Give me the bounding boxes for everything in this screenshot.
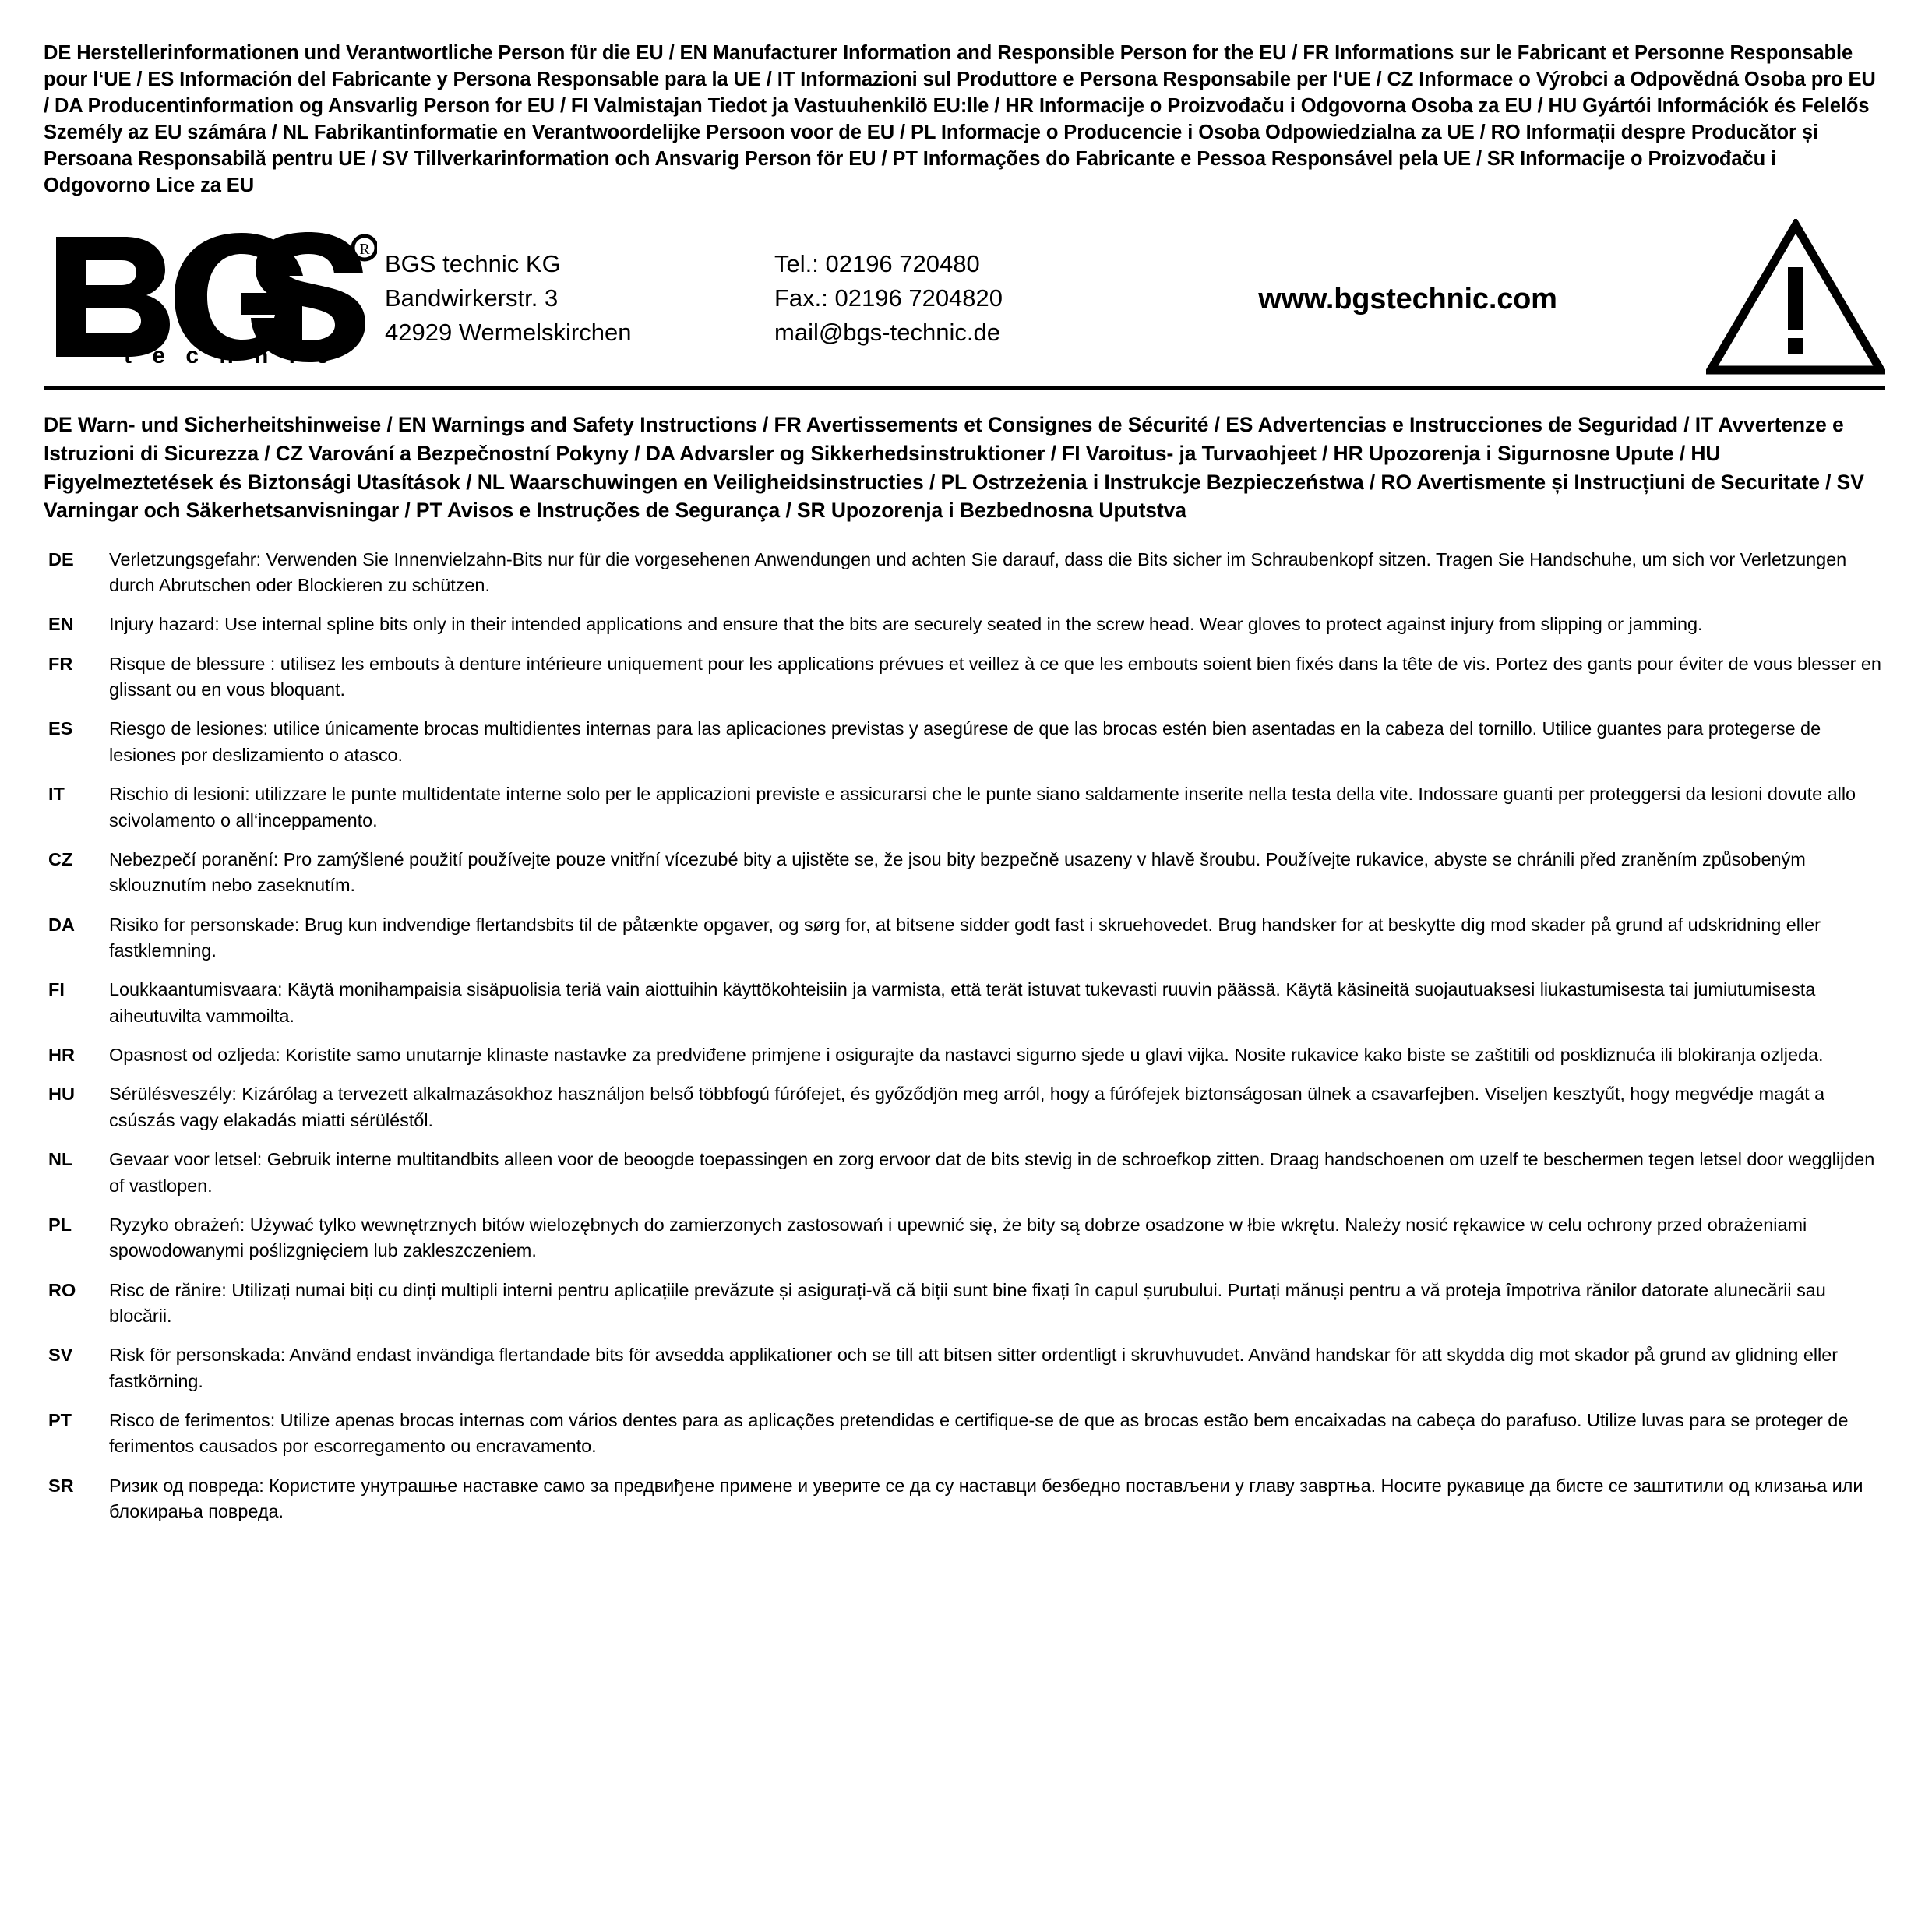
language-code: PL (48, 1214, 72, 1235)
warning-text: Risk för personskada: Använd endast invändiga flertandade bits för avsedda applikationer och se till att bitsen sitter ordentligt i skruvhuvudet. Använd handskar för att skydda dig mot skador på grund av glidning eller fastkörning. (109, 1345, 1838, 1391)
language-code: EN (48, 614, 74, 635)
language-code: NL (48, 1149, 73, 1170)
warning-row-de (44, 547, 1885, 599)
warning-text: Ризик од повреда: Користите унутрашње наставке само за предвиђене примене и уверите се да су наставци безбедно постављени у главу завртња. Носите рукавице да бисте се заштитили од клизања или блокирања повреда. (109, 1475, 1863, 1522)
contact-column (774, 244, 1133, 350)
warning-row-pt (44, 1408, 1885, 1460)
warning-row-nl (44, 1147, 1885, 1199)
warning-triangle (1683, 219, 1885, 375)
language-code: PT (48, 1410, 72, 1431)
warning-text: Rischio di lesioni: utilizzare le punte multidentate interne solo per le applicazioni previste e assicurarsi che le punte siano saldamente inserite nella testa della vite. Indossare guanti per proteggersi da lesioni dovute allo scivolamento o all‘inceppamento. (109, 784, 1856, 830)
warning-text: Risiko for personskade: Brug kun indvendige flertandsbits til de påtænkte opgaver, og sørg for, at bitsene sidder godt fast i skruehovedet. Brug handsker for at beskytte dig mod skader på grund af udskridning eller fastklemning. (109, 914, 1821, 961)
language-code: SV (48, 1345, 73, 1366)
warning-text: Verletzungsgefahr: Verwenden Sie Innenvielzahn-Bits nur für die vorgesehenen Anwendungen und achten Sie darauf, dass die Bits sicher im Schraubenkopf sitzen. Tragen Sie Handschuhe, um sich vor Verletzungen durch Abrutschen oder Blockieren zu schützen. (109, 548, 1847, 596)
language-code: SR (48, 1475, 74, 1496)
warning-text: Sérülésveszély: Kizárólag a tervezett alkalmazásokhoz használjon belső többfogú fúrófejet, és győződjön meg arról, hogy a fúrófejek biztonságosan ülnek a csavarfejben. Viseljen kesztyűt, hogy megvédje magát a csúszás vagy elakadás miatti sérüléstől. (109, 1084, 1825, 1130)
language-code: FR (48, 653, 73, 674)
company-phone: Tel.: 02196 720480 (774, 250, 980, 278)
warning-text: Nebezpečí poranění: Pro zamýšlené použití používejte pouze vnitřní vícezubé bity a ujistěte se, že jsou bity bezpečně usazeny v hlavě šroubu. Používejte rukavice, abyste se chránili před zraněním způsobeným sklouznutím nebo zaseknutím. (109, 848, 1806, 896)
warning-row-sr (44, 1473, 1885, 1525)
language-code: DE (48, 548, 74, 569)
svg-text:R: R (359, 241, 370, 259)
warning-text: Risque de blessure : utilisez les embouts à denture intérieure uniquement pour les applications prévues et veillez à ce que les embouts soient bien fixés dans la tête de vis. Portez des gants pour éviter de vous blesser en glissant ou en vous bloquant. (109, 653, 1881, 700)
manufacturer-info-heading: DE Herstellerinformationen und Verantwortliche Person für die EU / EN Manufacturer Information and Responsible Person for the EU / FR Informations sur le Fabricant et Personne Responsable pour l‘UE / ES Información del Fabricante y Persona Responsable para la UE / IT Informazioni sul Produttore e Persona Responsabile per l‘UE / CZ Informace o Výrobci a Odpovědná Osoba pro EU / DA Producentinformation og Ansvarlig Person for EU / FI Valmistajan Tiedot ja Vastuuhenkilö EU:lle / HR Informacije o Proizvođaču i Odgovorna Osoba za EU / HU Gyártói Információk és Felelős Személy az EU számára / NL Fabrikantinformatie en Verantwoordelijke Persoon voor de EU / PL Informacje o Producencie i Osoba Odpowiedzialna za UE / RO Informații despre Producător și Persoana Responsabilă pentru UE / SV Tillverkarinformation och Ansvarig Person för EU / PT Informações do Fabricante e Pessoa Responsável pela UE / SR Informacije o Proizvođaču i Odgovorno Lice za EU (44, 42, 1876, 196)
warning-row-hr (44, 1042, 1885, 1068)
warning-row-da (44, 912, 1885, 964)
warning-row-hu (44, 1081, 1885, 1133)
warning-text: Opasnost od ozljeda: Koristite samo unutarnje klinaste nastavke za predviđene primjene i osigurajte da nastavci sigurno sjede u glavi vijka. Nosite rukavice kako biste se zaštitili od poskliznuća ili blokiranja ozljeda. (109, 1045, 1824, 1066)
language-code: DA (48, 914, 75, 935)
warning-text: Loukkaantumisvaara: Käytä monihampaisia sisäpuolisia teriä vain aiottuihin käyttökohteisiin ja varmista, että terät istuvat tukevasti ruuvin päässä. Käytä käsineitä suojautuaksesi liukastumisesta tai jumiutumisesta aiheutuvilta vammoilta. (109, 979, 1816, 1026)
language-code: RO (48, 1279, 76, 1300)
warning-text: Injury hazard: Use internal spline bits only in their intended applications and ensure that the bits are securely seated in the screw head. Wear gloves to protect against injury from slipping or jamming. (109, 614, 1703, 635)
warning-row-ro (44, 1278, 1885, 1330)
language-code: FI (48, 979, 65, 1000)
warnings-list (44, 547, 1885, 1525)
language-code: IT (48, 784, 65, 805)
company-email[interactable]: mail@bgs-technic.de (774, 319, 1000, 347)
warning-row-pl (44, 1212, 1885, 1264)
company-street: Bandwirkerstr. 3 (385, 284, 559, 312)
warning-row-cz (44, 847, 1885, 899)
warning-text: Ryzyko obrażeń: Używać tylko wewnętrznych bitów wielozębnych do zamierzonych zastosowań i upewnić się, że bity są dobrze osadzone w łbie wkrętu. Należy nosić rękawice w celu ochrony przed obrażeniami spowodowanymi poślizgnięciem lub zakleszczeniem. (109, 1214, 1807, 1261)
warning-triangle-icon (1706, 219, 1885, 375)
svg-text:t e c h n i c: t e c h n i c (124, 343, 337, 364)
manufacturer-block (44, 216, 1885, 390)
company-city: 42929 Wermelskirchen (385, 319, 632, 347)
language-code: HR (48, 1045, 75, 1066)
warning-text: Gevaar voor letsel: Gebruik interne multitandbits alleen voor de beoogde toepassingen en zorg ervoor dat de bits stevig in de schroefkop zitten. Draag handschoenen om uzelf te beschermen tegen letsel door wegglijden of vastlopen. (109, 1149, 1875, 1196)
warning-row-it (44, 781, 1885, 834)
language-code: HU (48, 1084, 75, 1105)
language-code: ES (48, 718, 73, 739)
warning-row-es (44, 716, 1885, 768)
company-name: BGS technic KG (385, 250, 561, 278)
warning-text: Risco de ferimentos: Utilize apenas brocas internas com vários dentes para as aplicações pretendidas e certifique-se de que as brocas estão bem encaixadas na cabeça do parafuso. Utilize luvas para se proteger de ferimentos causados por escorregamento ou encravamento. (109, 1410, 1849, 1457)
warning-text: Riesgo de lesiones: utilice únicamente brocas multidientes internas para las aplicaciones previstas y asegúrese de que las brocas estén bien asentadas en la cabeza del tornillo. Utilice guantes para protegerse de lesiones por deslizamiento o atasco. (109, 718, 1821, 765)
warning-row-fr (44, 651, 1885, 703)
company-website[interactable]: www.bgstechnic.com (1258, 282, 1557, 316)
warning-row-fi (44, 977, 1885, 1029)
company-fax: Fax.: 02196 7204820 (774, 284, 1003, 312)
language-code: CZ (48, 848, 73, 869)
bgs-logo-icon (50, 231, 377, 363)
warning-text: Risc de rănire: Utilizați numai biți cu dinți multipli interni pentru aplicațiile prevăzute și asigurați-vă că biții sunt bine fixați în capul șurubului. Purtați mănuși pentru a vă proteja împotriva rănilor datorate alunecării sau blocării. (109, 1279, 1826, 1326)
address-column (385, 244, 774, 350)
warning-row-en (44, 612, 1885, 637)
bgs-logo (44, 231, 385, 363)
warning-row-sv (44, 1342, 1885, 1394)
warnings-heading: DE Warn- und Sicherheitshinweise / EN Warnings and Safety Instructions / FR Avertissements et Consignes de Sécurité / ES Advertencias e Instrucciones de Seguridad / IT Avvertenze e Istruzioni di Sicurezza / CZ Varování a Bezpečnostní Pokyny / DA Advarsler og Sikkerhedsinstruktioner / FI Varoitus- ja Turvaohjeet / HR Upozorenja i Sigurnosne Upute / HU Figyelmeztetések és Biztonsági Utasítások / NL Waarschuwingen en Veiligheidsinstructies / PL Ostrzeżenia i Instrukcje Bezpieczeństwa / RO Avertismente și Instrucțiuni de Securitate / SV Varningar och Säkerhetsanvisningar / PT Avisos e Instruções de Segurança / SR Upozorenja i Bezbednosna Uputstva (44, 413, 1864, 523)
